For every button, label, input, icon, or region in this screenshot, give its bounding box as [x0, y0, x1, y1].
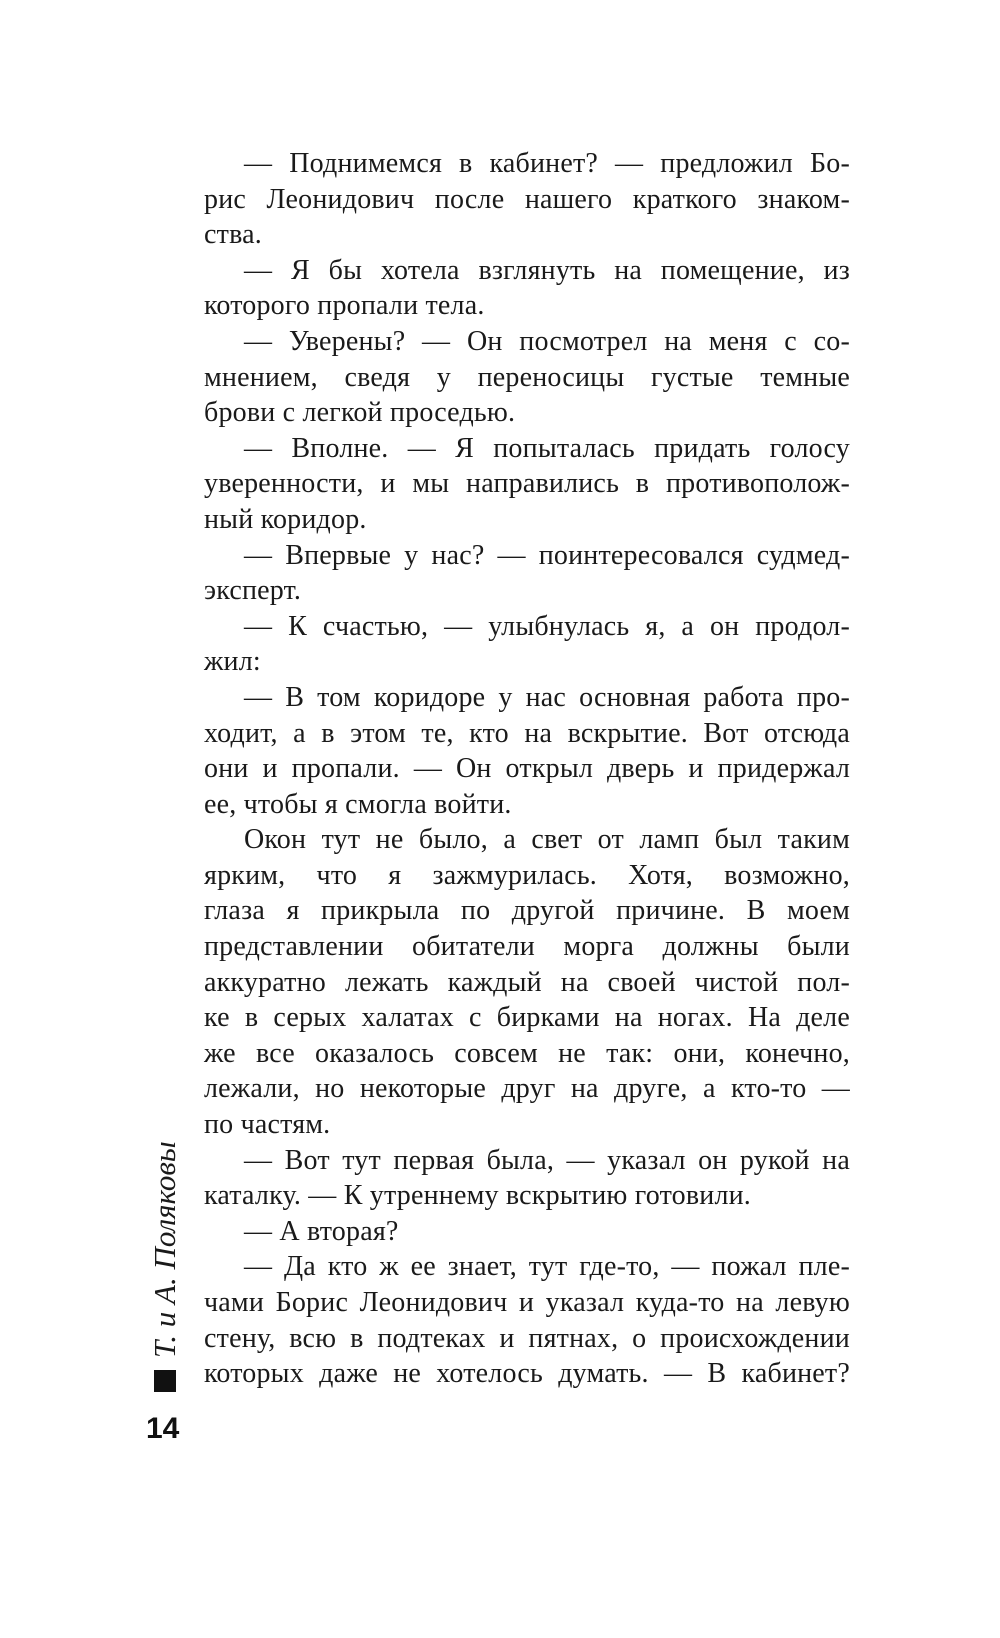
text-line: же все оказалось совсем не так: они, конечно,: [204, 1037, 850, 1069]
text-line: — Вот тут первая была, — указал он рукой на: [244, 1144, 850, 1176]
text-line: — К счастью, — улыбнулась я, а он продол-: [244, 610, 850, 642]
text-line: ке в серых халатах с бирками на ногах. На деле: [204, 1002, 850, 1034]
text-line: уверенности, и мы направились в противополож-: [204, 468, 850, 500]
text-line: рис Леонидович после нашего краткого знаком-: [204, 183, 850, 215]
text-line: эксперт.: [204, 575, 302, 607]
text-line: жил:: [204, 646, 261, 678]
text-line: — Уверены? — Он посмотрел на меня с со-: [244, 325, 850, 357]
text-line: ярким, что я зажмурилась. Хотя, возможно,: [204, 859, 850, 891]
text-line: ее, чтобы я смогла войти.: [204, 788, 512, 820]
text-line: — В том коридоре у нас основная работа про-: [244, 681, 850, 713]
text-line: глаза я прикрыла по другой причине. В моем: [204, 895, 850, 927]
text-line: которых даже не хотелось думать. — В кабинет?: [204, 1358, 850, 1390]
text-line: ный коридор.: [204, 503, 367, 535]
text-line: мнением, сведя у переносицы густые темные: [204, 361, 850, 393]
text-line: брови с легкой проседью.: [204, 397, 516, 429]
text-line: — Да кто ж ее знает, тут где-то, — пожал пле-: [244, 1251, 850, 1283]
text-line: — Я бы хотела взглянуть на помещение, из: [244, 254, 850, 286]
page-number: 14: [146, 1412, 180, 1445]
text-line: по частям.: [204, 1109, 331, 1141]
text-line: ства.: [204, 219, 262, 251]
text-line: чами Борис Леонидович и указал куда-то на левую: [204, 1287, 850, 1318]
text-line: ходит, а в этом те, кто на вскрытие. Вот отсюда: [204, 717, 850, 749]
text-line: аккуратно лежать каждый на своей чистой пол-: [204, 966, 850, 998]
text-line: лежали, но некоторые друг на друге, а кто-то —: [204, 1073, 850, 1105]
text-line: Окон тут не было, а свет от ламп был таким: [244, 824, 850, 856]
text-line: — Поднимемся в кабинет? — предложил Бо-: [244, 148, 850, 179]
text-line: представлении обитатели морга должны были: [204, 931, 850, 963]
text-line: — А вторая?: [244, 1215, 399, 1247]
running-head-author: Т. и А. Поляковы: [147, 1141, 182, 1358]
running-head-marker: [154, 1370, 176, 1392]
text-line: — Впервые у нас? — поинтересовался судмед-: [244, 539, 850, 571]
body-text: [204, 146, 850, 1392]
running-head: [147, 1141, 183, 1392]
text-line: — Вполне. — Я попыталась придать голосу: [244, 432, 850, 464]
text-line: которого пропали тела.: [204, 290, 485, 322]
text-line: каталку. — К утреннему вскрытию готовили.: [204, 1180, 751, 1212]
text-line: стену, всю в подтеках и пятнах, о происхождении: [204, 1322, 850, 1354]
text-line: они и пропали. — Он открыл дверь и придержал: [204, 753, 850, 785]
